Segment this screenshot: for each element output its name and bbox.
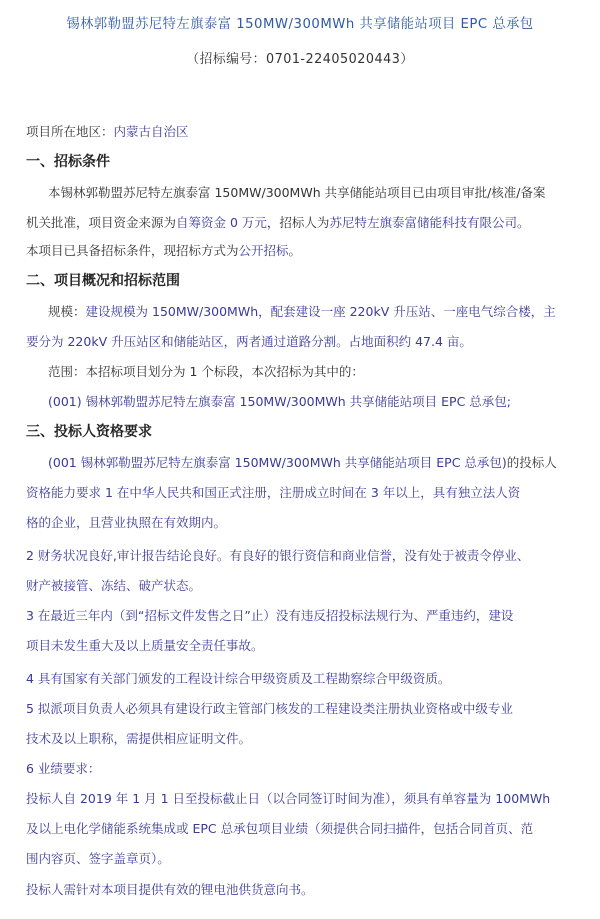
s1-line-1: 本锡林郭勒盟苏尼特左旗泰富 150MW/300MWh 共享储能站项目已由项目审批/核准/备案 — [48, 185, 546, 200]
s2-line-2: 要分为 220kV 升压站区和储能站区，两者通过道路分割。占地面积约 47.4 亩。 — [26, 334, 472, 349]
page-title: 锡林郭勒盟苏尼特左旗泰富 150MW/300MWh 共享储能站项目 EPC 总承包 — [66, 16, 534, 32]
s3-p2-line-2: 财产被接管、冻结、破产状态。 — [26, 578, 202, 593]
location-label: 项目所在地区： — [26, 124, 114, 139]
bid-number: （招标编号：0701-22405020443） — [186, 52, 414, 67]
s1-line-3: 本项目已具备招标条件，现招标方式为公开招标。 — [26, 243, 302, 258]
s3-p6-line-2: 投标人自 2019 年 1 月 1 日至投标截止日（以合同签订时间为准），须具有单容量为 100MWh — [26, 791, 551, 806]
s3-p4-line-1: 4 具有国家有关部门颁发的工程设计综合甲级资质及工程勘察综合甲级资质。 — [26, 671, 451, 686]
location-line — [26, 122, 189, 140]
location-value: 内蒙古自治区 — [113, 124, 189, 139]
s2-line-1: 规模：建设规模为 150MW/300MWh，配套建设一座 220kV 升压站、一座电气综合楼，主 — [48, 304, 556, 319]
s3-p0-line-2: 资格能力要求 1 在中华人民共和国正式注册，注册成立时间在 3 年以上，具有独立法人资 — [26, 485, 521, 500]
s3-p0-line-3: 格的企业，且营业执照在有效期内。 — [26, 515, 227, 530]
s3-p2-line-1: 2 财务状况良好,审计报告结论良好。有良好的银行资信和商业信誉，没有处于被责令停业、 — [26, 548, 530, 563]
s3-p6-line-1: 6 业绩要求： — [26, 761, 101, 776]
section-heading-bid-conditions: 一、招标条件 — [26, 154, 110, 170]
s3-p6-line-4: 围内容页、签字盖章页）。 — [26, 851, 170, 866]
s3-p3-line-1: 3 在最近三年内（到“招标文件发售之日”止）没有违反招投标法规行为、严重违约，建设 — [26, 608, 514, 623]
s3-p5-line-2: 技术及以上职称，需提供相应证明文件。 — [26, 731, 252, 746]
s2-line-3: 范围：本招标项目划分为 1 个标段，本次招标为其中的： — [48, 364, 364, 379]
s3-p0-line-1: (001 锡林郭勒盟苏尼特左旗泰富 150MW/300MWh 共享储能站项目 EPC 总承包)的投标人 — [48, 455, 557, 470]
s1-line-2: 机关批准，项目资金来源为自筹资金 0 万元，招标人为苏尼特左旗泰富储能科技有限公司。 — [26, 215, 530, 230]
s3-p7-line-1: 投标人需针对本项目提供有效的锂电池供货意向书。 — [26, 882, 314, 897]
section-heading-bidder-qualifications: 三、投标人资格要求 — [26, 424, 152, 440]
section-heading-project-overview: 二、项目概况和招标范围 — [26, 273, 180, 289]
s3-p6-line-3: 及以上电化学储能系统集成或 EPC 总承包项目业绩（须提供合同扫描件，包括合同首页、范 — [26, 821, 534, 836]
s3-p3-line-2: 项目未发生重大及以上质量安全责任事故。 — [26, 638, 264, 653]
s3-p5-line-1: 5 拟派项目负责人必须具有建设行政主管部门核发的工程建设类注册执业资格或中级专业 — [26, 701, 513, 716]
s2-line-4: (001) 锡林郭勒盟苏尼特左旗泰富 150MW/300MWh 共享储能站项目 EPC 总承包; — [48, 394, 511, 409]
